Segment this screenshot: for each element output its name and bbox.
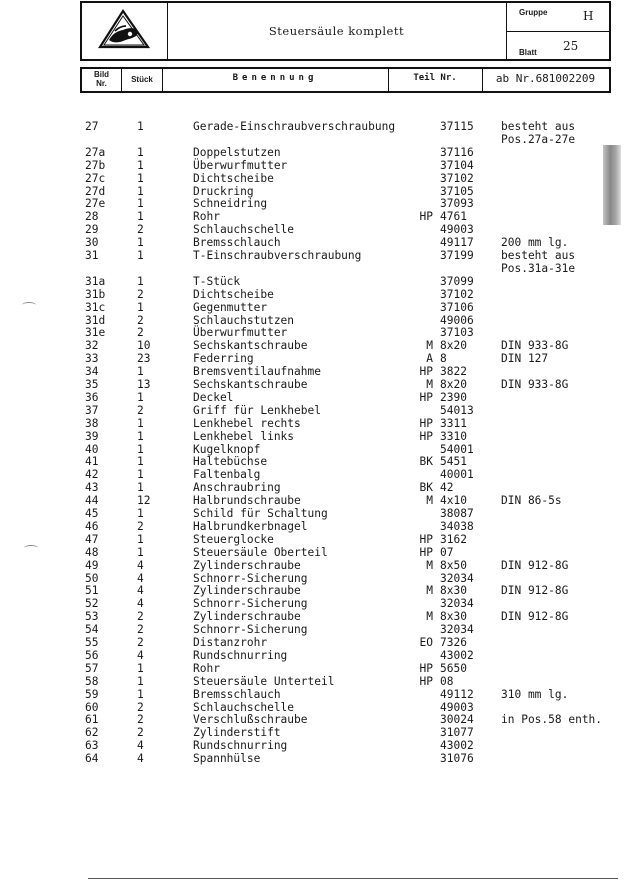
table-row	[0, 739, 628, 752]
stueck-cell: 1	[137, 249, 144, 262]
table-row	[0, 507, 628, 520]
stueck-cell: 1	[137, 661, 144, 675]
teil-nr-cell: 8x30	[440, 584, 467, 598]
table-row	[0, 468, 628, 481]
teil-nr-cell: 8x20	[440, 378, 467, 391]
remark-cell: DIN 912-8G	[501, 558, 569, 572]
teil-nr-cell: 49112	[440, 687, 474, 701]
bild-cell: 62	[85, 726, 99, 740]
remark-cell: DIN 912-8G	[501, 584, 569, 598]
scan-mark	[24, 545, 38, 551]
benennung-cell: Haltebüchse	[193, 455, 268, 469]
table-row	[0, 494, 628, 507]
table-row	[0, 326, 628, 339]
table-row	[0, 675, 628, 688]
teil-nr-cell: 34038	[440, 519, 474, 533]
teil-nr-cell: 37106	[440, 300, 474, 314]
bild-cell: 38	[85, 416, 99, 430]
teil-nr-cell: 37093	[440, 197, 474, 211]
stueck-cell: 1	[137, 455, 144, 469]
teil-nr-cell: 42	[440, 481, 454, 495]
remark-cell: DIN 933-8G	[501, 339, 569, 353]
benennung-cell: Faltenbalg	[193, 468, 261, 482]
benennung-cell: Lenkhebel rechts	[193, 416, 301, 430]
stueck-cell: 1	[137, 184, 144, 198]
stueck-cell: 1	[137, 674, 144, 688]
bild-cell: 53	[85, 610, 99, 624]
header-box	[80, 1, 611, 61]
teil-nr-cell: 38087	[440, 507, 474, 520]
bild-cell: 31e	[85, 326, 106, 340]
blatt-value: 25	[563, 39, 579, 53]
table-row	[0, 455, 628, 468]
remark-cell: in Pos.58 enth.	[501, 713, 603, 727]
bild-cell: 31a	[85, 274, 106, 288]
benennung-cell: Lenkhebel links	[193, 429, 295, 443]
benennung-cell: Zylinderschraube	[193, 584, 301, 598]
benennung-cell: Schnorr-Sicherung	[193, 623, 308, 637]
table-row	[0, 185, 628, 198]
teil-nr-cell: 54001	[440, 442, 474, 456]
bild-cell: 45	[85, 507, 99, 520]
teil-nr-cell: 08	[440, 674, 454, 688]
column-header-ab-nr: ab Nr.681002209	[495, 72, 596, 85]
benennung-cell: Halbrundkerbnagel	[193, 519, 308, 533]
bild-cell: 61	[85, 713, 99, 727]
table-row	[0, 249, 628, 262]
teil-nr-cell: 32034	[440, 597, 474, 611]
bild-cell: 60	[85, 700, 99, 714]
bild-cell: 29	[85, 223, 99, 237]
remark-cell: DIN 86-5s	[501, 494, 562, 508]
stueck-cell: 1	[137, 545, 144, 559]
teil-nr-cell: 31077	[440, 726, 474, 740]
teil-nr-cell: 7326	[440, 636, 467, 649]
table-row	[0, 584, 628, 597]
remark-cell: 200 mm lg.	[501, 236, 569, 250]
benennung-cell: Gerade-Einschraubverschraubung	[193, 120, 396, 133]
benennung-cell: Rohr	[193, 210, 220, 224]
stueck-cell: 2	[137, 610, 144, 624]
benennung-cell: Griff für Lenkhebel	[193, 403, 321, 417]
benennung-cell: Halbrundschraube	[193, 494, 301, 508]
bild-cell: 39	[85, 429, 99, 443]
bild-cell: 31c	[85, 300, 106, 314]
teil-prefix-cell: HP	[419, 661, 433, 675]
teil-prefix-cell: HP	[419, 532, 433, 546]
table-row	[0, 288, 628, 301]
bild-cell: 46	[85, 519, 99, 533]
stueck-cell: 2	[137, 726, 144, 740]
bild-cell: 58	[85, 674, 99, 688]
teil-prefix-cell: HP	[419, 545, 433, 559]
bild-cell: 30	[85, 236, 99, 250]
stueck-cell: 1	[137, 158, 144, 172]
table-row	[0, 649, 628, 662]
benennung-cell: Sechskantschraube	[193, 339, 308, 353]
column-header-bild-label: Bild	[93, 70, 110, 79]
stueck-cell: 23	[137, 352, 151, 366]
stueck-cell: 1	[137, 481, 144, 495]
teil-nr-cell: 3162	[440, 532, 467, 546]
benennung-cell: Steuerglocke	[193, 532, 274, 546]
bild-cell: 28	[85, 210, 99, 224]
teil-nr-cell: 8x30	[440, 610, 467, 624]
remark-cell: 310 mm lg.	[501, 687, 569, 701]
teil-nr-cell: 32034	[440, 571, 474, 585]
table-row	[0, 610, 628, 623]
benennung-cell: Verschlußschraube	[193, 713, 308, 727]
bild-cell: 44	[85, 494, 99, 508]
stueck-cell: 2	[137, 223, 144, 237]
bild-cell: 32	[85, 339, 99, 353]
bild-cell: 27e	[85, 197, 106, 211]
stueck-cell: 2	[137, 713, 144, 727]
teil-nr-cell: 37103	[440, 326, 474, 340]
stueck-cell: 1	[137, 120, 144, 133]
teil-nr-cell: 49003	[440, 223, 474, 237]
table-row	[0, 623, 628, 636]
bild-cell: 63	[85, 739, 99, 753]
teil-nr-cell: 5451	[440, 455, 467, 469]
table-row	[0, 404, 628, 417]
table-row	[0, 443, 628, 456]
bild-cell: 50	[85, 571, 99, 585]
table-row	[0, 752, 628, 765]
scan-mark	[22, 302, 36, 308]
teil-prefix-cell: M	[426, 584, 433, 598]
benennung-cell: Doppelstutzen	[193, 145, 281, 159]
benennung-cell: Spannhülse	[193, 752, 261, 766]
benennung-cell: Zylinderschraube	[193, 558, 301, 572]
stueck-cell: 1	[137, 236, 144, 250]
benennung-cell: Anschraubring	[193, 481, 281, 495]
stueck-cell: 1	[137, 365, 144, 379]
benennung-cell: Bremsschlauch	[193, 687, 281, 701]
teil-nr-cell: 4x10	[440, 494, 467, 508]
teil-nr-cell: 3822	[440, 365, 467, 379]
table-row	[0, 533, 628, 546]
gruppe-blatt-cell	[506, 3, 610, 59]
table-row	[0, 701, 628, 714]
teil-nr-cell: 37102	[440, 287, 474, 301]
teil-nr-cell: 49003	[440, 700, 474, 714]
benennung-cell: Dichtscheibe	[193, 171, 274, 185]
stueck-cell: 1	[137, 532, 144, 546]
bild-cell: 42	[85, 468, 99, 482]
bild-cell: 31d	[85, 313, 106, 327]
stueck-cell: 1	[137, 274, 144, 288]
stueck-cell: 1	[137, 300, 144, 314]
stueck-cell: 4	[137, 584, 144, 598]
column-header-teil-nr: Teil Nr.	[388, 69, 483, 91]
teil-prefix-cell: M	[426, 378, 433, 391]
stueck-cell: 1	[137, 507, 144, 520]
teil-nr-cell: 30024	[440, 713, 474, 727]
teil-prefix-cell: EO	[419, 636, 433, 649]
teil-prefix-cell: HP	[419, 416, 433, 430]
column-header-bar	[80, 67, 611, 93]
table-row	[0, 726, 628, 739]
benennung-cell: Druckring	[193, 184, 254, 198]
table-row	[0, 314, 628, 327]
stueck-cell: 1	[137, 468, 144, 482]
stueck-cell: 4	[137, 739, 144, 753]
table-row	[0, 713, 628, 726]
teil-prefix-cell: HP	[419, 390, 433, 404]
table-row	[0, 520, 628, 533]
teil-nr-cell: 37105	[440, 184, 474, 198]
bild-cell: 43	[85, 481, 99, 495]
stueck-cell: 13	[137, 378, 151, 391]
teil-nr-cell: 32034	[440, 623, 474, 637]
table-row	[0, 546, 628, 559]
bild-cell: 52	[85, 597, 99, 611]
teil-prefix-cell: M	[426, 610, 433, 624]
teil-nr-cell: 4761	[440, 210, 467, 224]
remark-cell: DIN 933-8G	[501, 378, 569, 391]
table-row	[0, 417, 628, 430]
benennung-cell: Schlauchstutzen	[193, 313, 295, 327]
benennung-cell: Zylinderschraube	[193, 610, 301, 624]
stueck-cell: 4	[137, 597, 144, 611]
teil-nr-cell: 37199	[440, 249, 474, 262]
stueck-cell: 1	[137, 197, 144, 211]
bild-cell: 27	[85, 120, 99, 133]
stueck-cell: 10	[137, 339, 151, 353]
bild-cell: 56	[85, 648, 99, 662]
benennung-cell: Bremsschlauch	[193, 236, 281, 250]
table-row	[0, 636, 628, 649]
teil-nr-cell: 3310	[440, 429, 467, 443]
bild-cell: 31b	[85, 287, 106, 301]
table-row	[0, 352, 628, 365]
column-header-bild	[82, 69, 122, 91]
teil-prefix-cell: M	[426, 339, 433, 353]
table-row	[0, 197, 628, 210]
benennung-cell: Gegenmutter	[193, 300, 268, 314]
table-row	[0, 210, 628, 223]
bild-cell: 55	[85, 636, 99, 649]
bild-cell: 54	[85, 623, 99, 637]
table-row	[0, 172, 628, 185]
blatt-label: Blatt	[519, 48, 537, 57]
bild-cell: 27b	[85, 158, 106, 172]
teil-nr-cell: 8x50	[440, 558, 467, 572]
bild-cell: 51	[85, 584, 99, 598]
stueck-cell: 4	[137, 648, 144, 662]
stueck-cell: 2	[137, 403, 144, 417]
teil-nr-cell: 49006	[440, 313, 474, 327]
benennung-cell: Zylinderstift	[193, 726, 281, 740]
table-row	[0, 662, 628, 675]
table-row	[0, 301, 628, 314]
stueck-cell: 4	[137, 571, 144, 585]
teil-prefix-cell: HP	[419, 210, 433, 224]
teil-nr-cell: 49117	[440, 236, 474, 250]
benennung-cell: T-Einschraubverschraubung	[193, 249, 362, 262]
table-row	[0, 159, 628, 172]
benennung-cell: Rundschnurring	[193, 739, 288, 753]
table-row-continuation	[0, 262, 628, 275]
benennung-cell: Deckel	[193, 390, 234, 404]
teil-prefix-cell: BK	[419, 481, 433, 495]
bild-cell: 47	[85, 532, 99, 546]
stueck-cell: 4	[137, 558, 144, 572]
teil-nr-cell: 54013	[440, 403, 474, 417]
stueck-cell: 1	[137, 145, 144, 159]
page-title: Steuersäule komplett	[268, 24, 405, 38]
bild-cell: 64	[85, 752, 99, 766]
stueck-cell: 1	[137, 416, 144, 430]
benennung-cell: Rohr	[193, 661, 220, 675]
teil-nr-cell: 37102	[440, 171, 474, 185]
teil-nr-cell: 37099	[440, 274, 474, 288]
stueck-cell: 4	[137, 752, 144, 766]
table-row	[0, 275, 628, 288]
remark-cell: besteht aus	[501, 249, 576, 262]
teil-nr-cell: 43002	[440, 739, 474, 753]
teil-nr-cell: 37116	[440, 145, 474, 159]
table-row	[0, 481, 628, 494]
table-row	[0, 378, 628, 391]
stueck-cell: 1	[137, 390, 144, 404]
table-row	[0, 339, 628, 352]
benennung-cell: Schneidring	[193, 197, 268, 211]
gruppe-value: H	[583, 9, 594, 23]
benennung-cell: Distanzrohr	[193, 636, 268, 649]
bottom-rule	[88, 878, 618, 879]
teil-prefix-cell: BK	[419, 455, 433, 469]
stueck-cell: 12	[137, 494, 151, 508]
benennung-cell: Rundschnurring	[193, 648, 288, 662]
table-row-continuation	[0, 133, 628, 146]
benennung-cell: Schlauchschelle	[193, 700, 295, 714]
benennung-cell: Federring	[193, 352, 254, 366]
bild-cell: 27a	[85, 145, 106, 159]
benennung-cell: Steuersäule Oberteil	[193, 545, 328, 559]
stueck-cell: 1	[137, 442, 144, 456]
table-row	[0, 391, 628, 404]
benennung-cell: Überwurfmutter	[193, 326, 288, 340]
teil-nr-cell: 37104	[440, 158, 474, 172]
bild-cell: 48	[85, 545, 99, 559]
teil-nr-cell: 43002	[440, 648, 474, 662]
stueck-cell: 1	[137, 687, 144, 701]
benennung-cell: Kugelknopf	[193, 442, 261, 456]
benennung-cell: Schlauchschelle	[193, 223, 295, 237]
benennung-cell: Sechskantschraube	[193, 378, 308, 391]
column-header-nr-label: Nr.	[96, 79, 107, 88]
stueck-cell: 2	[137, 636, 144, 649]
table-row	[0, 365, 628, 378]
remark-cell: DIN 127	[501, 352, 549, 366]
stueck-cell: 2	[137, 326, 144, 340]
hand-steering-wheel-icon	[82, 3, 167, 59]
remark-cell-continuation: Pos.27a-27e	[501, 132, 576, 146]
stueck-cell: 2	[137, 313, 144, 327]
teil-nr-cell: 07	[440, 545, 454, 559]
column-header-stueck: Stück	[122, 69, 163, 91]
bild-cell: 31	[85, 249, 99, 262]
table-row	[0, 223, 628, 236]
stueck-cell: 2	[137, 700, 144, 714]
teil-nr-cell: 8x20	[440, 339, 467, 353]
teil-nr-cell: 5650	[440, 661, 467, 675]
bild-cell: 35	[85, 378, 99, 391]
bild-cell: 57	[85, 661, 99, 675]
stueck-cell: 1	[137, 429, 144, 443]
table-row	[0, 120, 628, 133]
table-row	[0, 146, 628, 159]
teil-nr-cell: 8	[440, 352, 447, 366]
bild-cell: 37	[85, 403, 99, 417]
teil-prefix-cell: HP	[419, 365, 433, 379]
bild-cell: 34	[85, 365, 99, 379]
remark-cell: besteht aus	[501, 120, 576, 133]
benennung-cell: Dichtscheibe	[193, 287, 274, 301]
bild-cell: 27d	[85, 184, 106, 198]
benennung-cell: Schnorr-Sicherung	[193, 571, 308, 585]
teil-nr-cell: 3311	[440, 416, 467, 430]
benennung-cell: Bremsventilaufnahme	[193, 365, 321, 379]
column-header-benennung: Benennung	[162, 69, 389, 91]
table-row	[0, 688, 628, 701]
teil-nr-cell: 37115	[440, 120, 474, 133]
bild-cell: 59	[85, 687, 99, 701]
table-row	[0, 559, 628, 572]
header-divider	[507, 31, 610, 32]
benennung-cell: Schild für Schaltung	[193, 507, 328, 520]
teil-nr-cell: 31076	[440, 752, 474, 766]
bild-cell: 36	[85, 390, 99, 404]
stueck-cell: 2	[137, 287, 144, 301]
table-row	[0, 597, 628, 610]
teil-prefix-cell: M	[426, 558, 433, 572]
benennung-cell: Steuersäule Unterteil	[193, 674, 335, 688]
bild-cell: 40	[85, 442, 99, 456]
remark-cell: DIN 912-8G	[501, 610, 569, 624]
teil-prefix-cell: M	[426, 494, 433, 508]
benennung-cell: Schnorr-Sicherung	[193, 597, 308, 611]
bild-cell: 41	[85, 455, 99, 469]
remark-cell-continuation: Pos.31a-31e	[501, 261, 576, 275]
teil-prefix-cell: HP	[419, 674, 433, 688]
benennung-cell: T-Stück	[193, 274, 241, 288]
teil-nr-cell: 40001	[440, 468, 474, 482]
bild-cell: 27c	[85, 171, 106, 185]
gruppe-label: Gruppe	[519, 8, 548, 17]
stueck-cell: 2	[137, 519, 144, 533]
table-row	[0, 430, 628, 443]
benennung-cell: Überwurfmutter	[193, 158, 288, 172]
table-row	[0, 236, 628, 249]
scan-smudge	[603, 145, 621, 225]
logo-cell	[82, 3, 168, 59]
teil-prefix-cell: A	[426, 352, 433, 366]
teil-nr-cell: 2390	[440, 390, 467, 404]
bild-cell: 49	[85, 558, 99, 572]
stueck-cell: 2	[137, 623, 144, 637]
stueck-cell: 1	[137, 210, 144, 224]
bild-cell: 33	[85, 352, 99, 366]
teil-prefix-cell: HP	[419, 429, 433, 443]
stueck-cell: 1	[137, 171, 144, 185]
table-row	[0, 572, 628, 585]
